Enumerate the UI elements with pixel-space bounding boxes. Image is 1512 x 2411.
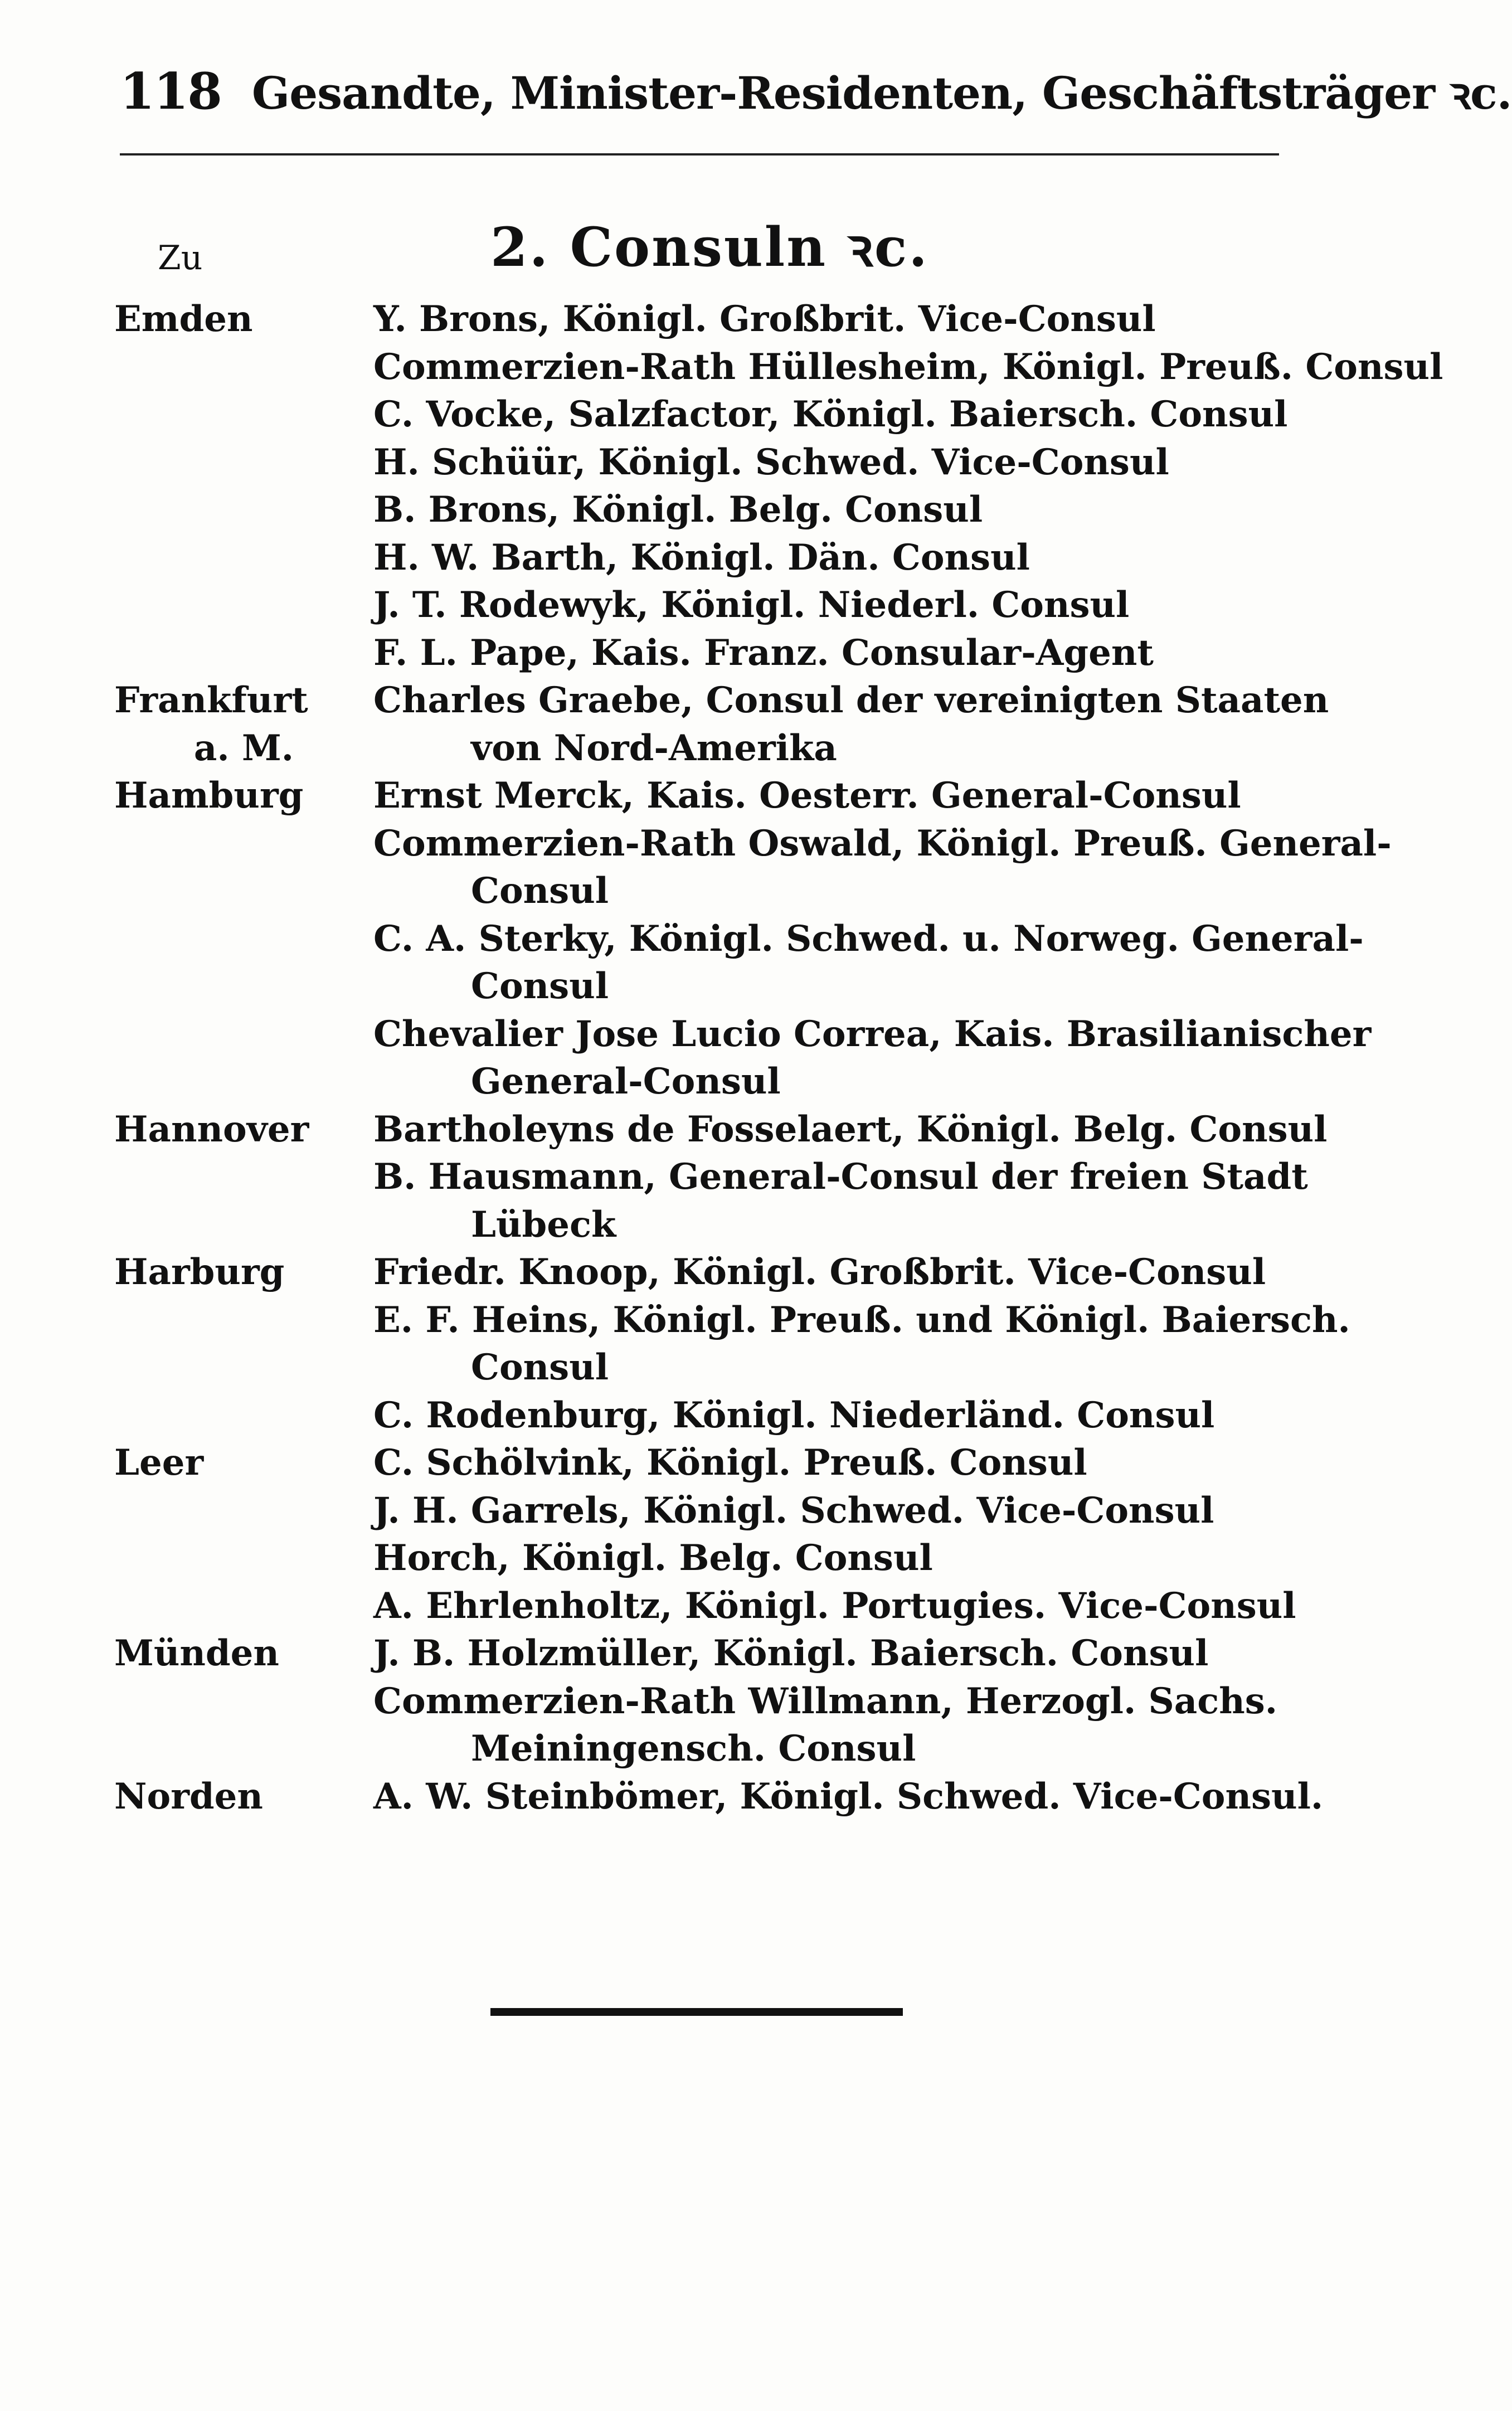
consul-entry: Commerzien-Rath Oswald, Königl. Preuß. General- — [373, 822, 1392, 864]
consul-entry: Horch, Königl. Belg. Consul — [373, 1537, 933, 1579]
place-name — [114, 439, 373, 487]
consul-entry: H. Schüür, Königl. Schwed. Vice-Consul — [373, 441, 1169, 483]
place-name — [114, 534, 373, 582]
consul-row — [114, 1582, 1296, 1630]
place-name — [114, 391, 373, 439]
header-rule — [120, 153, 1279, 155]
consul-entry: Commerzien-Rath Willmann, Herzogl. Sachs. — [373, 1680, 1278, 1722]
consul-row — [114, 1153, 1308, 1201]
consul-entry: Ernst Merck, Kais. Oesterr. General-Consul — [373, 775, 1241, 816]
place-name — [114, 1153, 373, 1201]
consul-row — [114, 1725, 1279, 1773]
place-name: Frankfurt — [114, 679, 308, 721]
place-name — [114, 820, 373, 868]
consul-entry-continuation: Meiningensch. Consul — [471, 1728, 916, 1770]
consul-row — [114, 1392, 1279, 1440]
consul-entry: H. W. Barth, Königl. Dän. Consul — [373, 536, 1030, 579]
place-name — [114, 486, 373, 534]
running-head-title: Gesandte, Minister-Residenten, Geschäftsträger ꝛc. — [251, 67, 1512, 119]
consul-entry-continuation: General-Consul — [471, 1061, 781, 1102]
place-name — [114, 1678, 373, 1725]
consul-row — [114, 629, 1279, 677]
consul-entry: J. H. Garrels, Königl. Schwed. Vice-Consul — [373, 1489, 1214, 1532]
consul-entry-continuation: von Nord-Amerika — [471, 727, 837, 769]
consul-entry: B. Hausmann, General-Consul der freien Stadt — [373, 1156, 1308, 1198]
place-name — [114, 1392, 373, 1440]
place-name: Emden — [114, 298, 253, 340]
consul-row — [114, 1201, 1279, 1249]
consul-entry: C. A. Sterky, Königl. Schwed. u. Norweg. General- — [373, 917, 1364, 960]
consul-row — [114, 725, 1279, 772]
place-name — [114, 581, 373, 629]
place-name — [114, 1582, 373, 1630]
consul-entry: C. Vocke, Salzfactor, Königl. Baiersch. Consul — [373, 393, 1288, 435]
consul-entry: C. Schölvink, Königl. Preuß. Consul — [373, 1442, 1087, 1484]
consul-row — [114, 1678, 1279, 1725]
section-heading: 2. Consuln ꝛc. — [490, 216, 929, 279]
consul-entry: Friedr. Knoop, Königl. Großbrit. Vice-Consul — [373, 1251, 1266, 1293]
consul-entry-continuation: Consul — [471, 1347, 609, 1388]
consul-row — [114, 963, 1279, 1010]
consul-row — [114, 1010, 1372, 1058]
consul-row — [114, 915, 1364, 963]
place-name — [114, 1725, 373, 1773]
consul-row — [114, 1344, 1279, 1392]
place-name: a. M. — [193, 727, 294, 769]
consul-entry: A. Ehrlenholtz, Königl. Portugies. Vice-Consul — [373, 1584, 1296, 1627]
consul-entry: C. Rodenburg, Königl. Niederländ. Consul — [373, 1394, 1215, 1436]
place-name — [114, 1344, 373, 1392]
footer-rule — [490, 2008, 903, 2016]
consul-row — [114, 1058, 1279, 1106]
place-name: Münden — [114, 1632, 279, 1674]
consul-entry: A. W. Steinbömer, Königl. Schwed. Vice-Consul. — [373, 1775, 1324, 1817]
consul-entry: Charles Graebe, Consul der vereinigten Staaten — [373, 679, 1329, 721]
consul-row — [114, 1248, 1279, 1296]
place-name — [114, 1534, 373, 1582]
place-name — [114, 1058, 373, 1106]
place-name — [114, 867, 373, 915]
place-name: Leer — [114, 1442, 204, 1484]
consul-entry: Bartholeyns de Fosselaert, Königl. Belg. Consul — [373, 1108, 1328, 1150]
consul-entry: E. F. Heins, Königl. Preuß. und Königl. Baiersch. — [373, 1299, 1350, 1341]
place-name — [114, 1201, 373, 1249]
consul-entry: B. Brons, Königl. Belg. Consul — [373, 489, 983, 531]
place-name — [114, 343, 373, 391]
consul-row — [114, 1106, 1328, 1154]
consul-entry-continuation: Lübeck — [471, 1203, 616, 1246]
consul-row — [114, 295, 1279, 343]
place-name — [114, 1010, 373, 1058]
consul-entry: Y. Brons, Königl. Großbrit. Vice-Consul — [373, 298, 1156, 340]
place-name — [114, 1296, 373, 1344]
consul-entry-continuation: Consul — [471, 870, 609, 912]
place-name: Harburg — [114, 1251, 285, 1293]
consul-row — [114, 867, 1279, 915]
running-head — [120, 61, 1512, 123]
place-name — [114, 629, 373, 677]
consul-list — [114, 295, 1443, 1820]
consul-row — [114, 1439, 1279, 1487]
consul-row — [114, 1534, 1279, 1582]
consul-row — [114, 1487, 1279, 1535]
place-name — [114, 963, 373, 1010]
consul-entry: F. L. Pape, Kais. Franz. Consular-Agent — [373, 631, 1154, 674]
place-name: Hannover — [114, 1108, 309, 1150]
consul-entry: J. T. Rodewyk, Königl. Niederl. Consul — [373, 584, 1130, 626]
consul-row — [114, 343, 1443, 391]
consul-row — [114, 1773, 1324, 1821]
consul-row — [114, 1630, 1279, 1678]
consul-entry: Commerzien-Rath Hüllesheim, Königl. Preuß. Consul — [373, 346, 1443, 388]
consul-row — [114, 820, 1392, 868]
consul-entry-continuation: Consul — [471, 965, 609, 1007]
place-name: Hamburg — [114, 775, 304, 816]
consul-row — [114, 486, 1279, 534]
consul-row — [114, 391, 1288, 439]
consul-row — [114, 1296, 1350, 1344]
consul-row — [114, 534, 1279, 582]
consul-entry: J. B. Holzmüller, Königl. Baiersch. Consul — [373, 1632, 1209, 1674]
consul-row — [114, 772, 1279, 820]
place-name — [114, 915, 373, 963]
consul-entry: Chevalier Jose Lucio Correa, Kais. Brasilianischer — [373, 1013, 1372, 1055]
consul-row — [114, 581, 1279, 629]
place-column-label: Zu — [158, 239, 203, 278]
place-name — [114, 1487, 373, 1535]
place-name: Norden — [114, 1775, 263, 1817]
consul-row — [114, 439, 1279, 487]
page-number: 118 — [120, 62, 221, 121]
consul-row — [114, 677, 1329, 725]
